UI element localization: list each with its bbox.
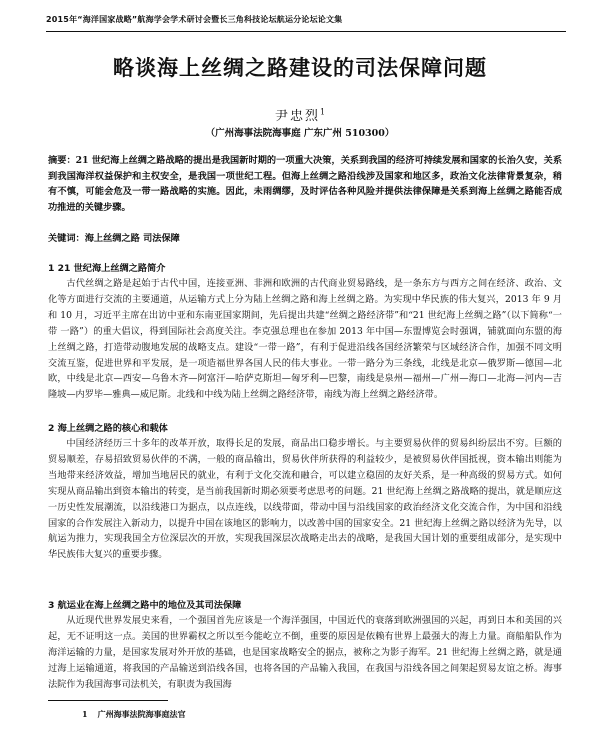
section-2-paragraph: 中国经济经历三十多年的改革开放，取得长足的发展，商品出口稳步增长。与主要贸易伙伴的贸易纠纷层出不穷。巨额的贸易顺差，存易招致贸易伙伴的不满，一般的商品输出，贸易伙伴所获得的利益较少，是被贸易伙伴国抵视，资本输出则能为当地带来经济效益，增加当地居民的就业，有利于文化交流和融合，可以建立稳固的友好关系，是一种高级的贸易方式。如何实现从商品输出到资本输出的转变，是当前我国新时期必须要考虑思考的问题。21 世纪海上丝绸之路战略的提出，就是顺应这一历史性发展潮流，以沿线港口为据点，以点连线，以线带面，带动中国与沿线国家的政治经济文化交流合作，为中国和沿线国家的合作发展注入新动力，以提升中国在该地区的影响力，以改善中国的国家安全。21 世纪海上丝绸之路以经济为先导，以航运为推力，实现我国全方位深层次的开放，实现我国深层次战略走出去的战略，是我国大国计划的重要组成部分，是实现中华民族伟大复兴的重要步骤。 [48, 438, 562, 561]
paper-title: 略谈海上丝绸之路建设的司法保障问题 [113, 56, 487, 80]
running-head: 2015年“海洋国家战略”航海学会学术研讨会暨长三角科技论坛航运分论坛论文集 [46, 15, 343, 24]
header-rule [46, 31, 566, 32]
section-1-paragraph: 古代丝绸之路是起始于古代中国，连接亚洲、非洲和欧洲的古代商业贸易路线，是一条东方与西方之间在经济、政治、文化等方面进行交流的主要通道，从运输方式上分为陆上丝绸之路和海上丝绸之路。为实现中华民族的伟大复兴，2013 年 9 月和 10 月，习近平主席在出访中亚和东南亚国家期间，先后提出共建“丝绸之路经济带”和“21 世纪海上丝绸之路”（以下简称“一带 一路”）的重大倡议，得到国际社会高度关注。李克强总理也在参加 2013 年中国—东盟博览会时强调，铺就面向东盟的海上丝绸之路，打造带动腹地发展的战略支点。建设“一带一路”，有利于促进沿线各国经济繁荣与区域经济合作，加强不同文明交流互鉴，促进世界和平发展，是一项造福世界各国人民的伟大事业。一带一路分为三条线，北线是北京—俄罗斯—德国—北欧，中线是北京—西安—乌鲁木齐—阿富汗—哈萨克斯坦—匈牙利—巴黎，南线是泉州—福州—广州—海口—北海—河内—吉隆坡—内罗毕—雅典—威尼斯。北线和中线为陆上丝绸之路经济带，南线为海上丝绸之路经济带。 [48, 278, 562, 401]
section-3-heading: 3 航运业在海上丝绸之路中的地位及其司法保障 [48, 600, 242, 611]
footnote-number: 1 [82, 709, 88, 719]
section-2-heading: 2 海上丝绸之路的核心和载体 [48, 423, 168, 434]
author [0, 105, 600, 124]
author-footnote-mark: 1 [319, 107, 326, 117]
author-name: 尹忠烈 [274, 109, 320, 124]
footnote [82, 709, 186, 720]
keywords-label: 关键词： [48, 233, 85, 244]
section-1-heading: 1 21 世纪海上丝绸之路简介 [48, 263, 166, 274]
abstract-text: 21 世纪海上丝绸之路战略的提出是我国新时期的一项重大决策，关系到我国的经济可持续发展和国家的长治久安，关系到我国海洋权益保护和主权安全，是我国一项世纪工程。但海上丝绸之路沿线涉及国家和地区多，政治文化法律背景复杂，稍有不慎，可能会危及一带一路战略的实施。因此，未雨绸缪，及时评估各种风险并提供法律保障是关系到海上丝绸之路能否成功推进的关键步骤。 [48, 155, 563, 213]
section-3-paragraph: 从近现代世界发展史来看，一个强国首先应该是一个海洋强国，中国近代的衰落到欧洲强国的兴起，再到日本和美国的兴起，无不证明这一点。美国的世界霸权之所以至今能屹立不倒，重要的原因是依赖有世界上最强大的海上力量。商船船队作为海洋运输的力量，是国家发展对外开放的基础，也是国家战略安全的据点，被称之为影子海军。21 世纪海上丝绸之路，就是通过海上运输通道，将我国的产品输送到沿线各国，也将各国的产品输入我国，在我国与沿线各国之间架起贸易友谊之桥。海事法院作为我国海事司法机关，有职责为我国海 [48, 615, 562, 690]
section-1-body [48, 276, 562, 403]
footnote-rule [48, 700, 168, 701]
section-2-body [48, 436, 562, 563]
abstract [48, 153, 562, 215]
footnote-text: 广州海事法院海事庭法官 [97, 709, 186, 719]
affiliation: （广州海事法院海事庭 广东广州 510300） [205, 128, 395, 139]
keywords [48, 231, 562, 246]
keywords-text: 海上丝绸之路 司法保障 [84, 233, 180, 244]
abstract-label: 摘要： [48, 155, 76, 166]
section-3-body [48, 613, 562, 693]
